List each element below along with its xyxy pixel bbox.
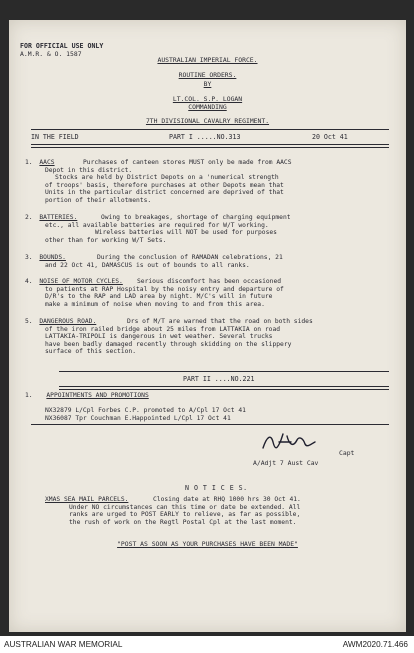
- notices-title: N O T I C E S.: [185, 484, 248, 492]
- order-item-dangerous-road: [25, 318, 96, 326]
- item-number: 4.: [25, 278, 33, 285]
- text-line: portion of their allotments.: [45, 196, 152, 204]
- part-one-label: PART I .....NO.313: [169, 133, 241, 141]
- order-item-batteries: [25, 214, 77, 222]
- classification-label: FOR OFFICIAL USE ONLY: [20, 42, 104, 50]
- item-number: 2.: [25, 214, 33, 221]
- double-divider: [59, 386, 389, 390]
- text-line: ranks are urged to POST EARLY to relieve, as far as possible,: [69, 511, 301, 518]
- document-page: [9, 20, 406, 632]
- item-number: 3.: [25, 254, 33, 261]
- divider: [59, 371, 389, 372]
- text-line: Wireless batteries will NOT be used for purposes: [95, 229, 277, 236]
- item-number: 1.: [25, 159, 33, 166]
- item-text: [127, 318, 313, 326]
- footer-accession-number: AWM2020.71.466: [342, 640, 408, 649]
- location-label: IN THE FIELD: [31, 133, 79, 141]
- text-line: of the iron railed bridge about 25 miles from LATTAKIA on road: [45, 325, 281, 333]
- signatory-rank: Capt: [339, 449, 355, 457]
- force-heading: AUSTRALIAN IMPERIAL FORCE.: [157, 56, 258, 64]
- item-title: AACS: [39, 159, 55, 166]
- appointment-row: NX32879 L/Cpl Forbes C.P. promoted to A/Cpl 17 Oct 41: [45, 407, 246, 414]
- handwritten-signature: [259, 430, 319, 454]
- text-line: of troops' basis, therefore purchases at other Depots mean that: [45, 181, 284, 189]
- notice-item-xmas-mail: [45, 496, 128, 504]
- text-line: Serious discomfort has been occasioned: [137, 278, 282, 285]
- unit-name: 7TH DIVISIONAL CAVALRY REGIMENT.: [145, 117, 270, 125]
- reference-number: A.M.R. & O. 1587: [20, 50, 82, 58]
- appointments-list: [45, 407, 246, 422]
- text-line: to patients at RAP Hospital by the noisy entry and departure of: [45, 285, 284, 293]
- item-text: [45, 326, 291, 356]
- notice-text: [153, 496, 301, 504]
- divider: [31, 129, 389, 130]
- item-text: [101, 214, 291, 222]
- order-date: 20 Oct 41: [312, 133, 348, 141]
- text-line: Units in the particular district concerned are deprived of that: [45, 189, 284, 196]
- item-text: [45, 262, 250, 270]
- item-number: 1.: [25, 392, 33, 399]
- text-line: D/R's to the RAP and LAD area by night. M/C's will in future: [45, 293, 273, 300]
- text-line: and 22 Oct 41, DAMASCUS is out of bounds to all ranks.: [45, 261, 250, 269]
- item-text: [137, 278, 281, 286]
- text-line: Depot in this district.: [45, 166, 133, 174]
- by-label: BY: [203, 80, 212, 88]
- appointments-heading: [25, 392, 149, 400]
- item-text: [45, 167, 284, 205]
- item-text: [45, 286, 284, 309]
- appointment-row: NX36087 Tpr Couchman E.Happointed L/Cpl 17 Oct 41: [45, 414, 231, 422]
- order-item-bounds: [25, 254, 66, 262]
- item-number: 5.: [25, 318, 33, 325]
- item-text: [45, 222, 277, 245]
- divider: [31, 424, 389, 425]
- item-title: DANGEROUS ROAD.: [39, 318, 97, 325]
- commanding-label: COMMANDING: [188, 103, 227, 111]
- text-line: the rush of work on the Regtl Postal Cpl at the last moment.: [69, 518, 297, 526]
- item-text: [97, 254, 283, 262]
- signatory-role: A/Adjt 7 Aust Cav: [253, 459, 319, 467]
- item-title: BOUNDS.: [39, 254, 66, 261]
- text-line: other than for working W/T Sets.: [45, 236, 167, 244]
- text-line: Under NO circumstances can this time or date be extended. All: [69, 503, 301, 511]
- archive-footer: [0, 636, 414, 653]
- text-line: Owing to breakages, shortage of charging equipment: [101, 214, 291, 221]
- text-line: Closing date at RHQ 1000 hrs 30 Oct 41.: [153, 496, 301, 503]
- text-line: Stocks are held by District Depots on a 'numerical strength: [55, 174, 279, 181]
- text-line: make a minimum of noise when moving to and from this area.: [45, 300, 265, 308]
- order-item-aacs: [25, 159, 55, 167]
- order-item-motor-cycles: [25, 278, 123, 286]
- text-line: surface of this section.: [45, 348, 136, 355]
- notice-title: XMAS SEA MAIL PARCELS.: [45, 496, 129, 503]
- text-line: etc., all available batteries are required for W/T working.: [45, 221, 269, 229]
- text-line: Purchases of canteen stores MUST only be made from AACS: [83, 159, 292, 166]
- item-title: APPOINTMENTS AND PROMOTIONS: [46, 392, 149, 399]
- item-text: [83, 159, 292, 167]
- commander-name: LT.COL. S.P. LOGAN: [172, 95, 243, 103]
- text-line: Drs of M/T are warned that the road on both sides: [127, 318, 313, 325]
- text-line: During the conclusion of RAMADAN celebrations, 21: [97, 254, 283, 261]
- notice-text: [69, 504, 300, 527]
- part-two-label: PART II ....NO.221: [183, 375, 255, 383]
- double-divider: [31, 144, 389, 148]
- text-line: have been badly damaged recently through skidding on the slippery: [45, 340, 292, 348]
- footer-institution: AUSTRALIAN WAR MEMORIAL: [4, 640, 123, 649]
- orders-heading: ROUTINE ORDERS.: [178, 71, 237, 79]
- item-title: BATTERIES.: [39, 214, 78, 221]
- text-line: LATTAKIA-TRIPOLI is dangerous in wet weather. Several trucks: [45, 333, 273, 340]
- notice-slogan: "POST AS SOON AS YOUR PURCHASES HAVE BEEN MADE": [117, 540, 298, 548]
- item-title: NOISE OF MOTOR CYCLES.: [39, 278, 123, 285]
